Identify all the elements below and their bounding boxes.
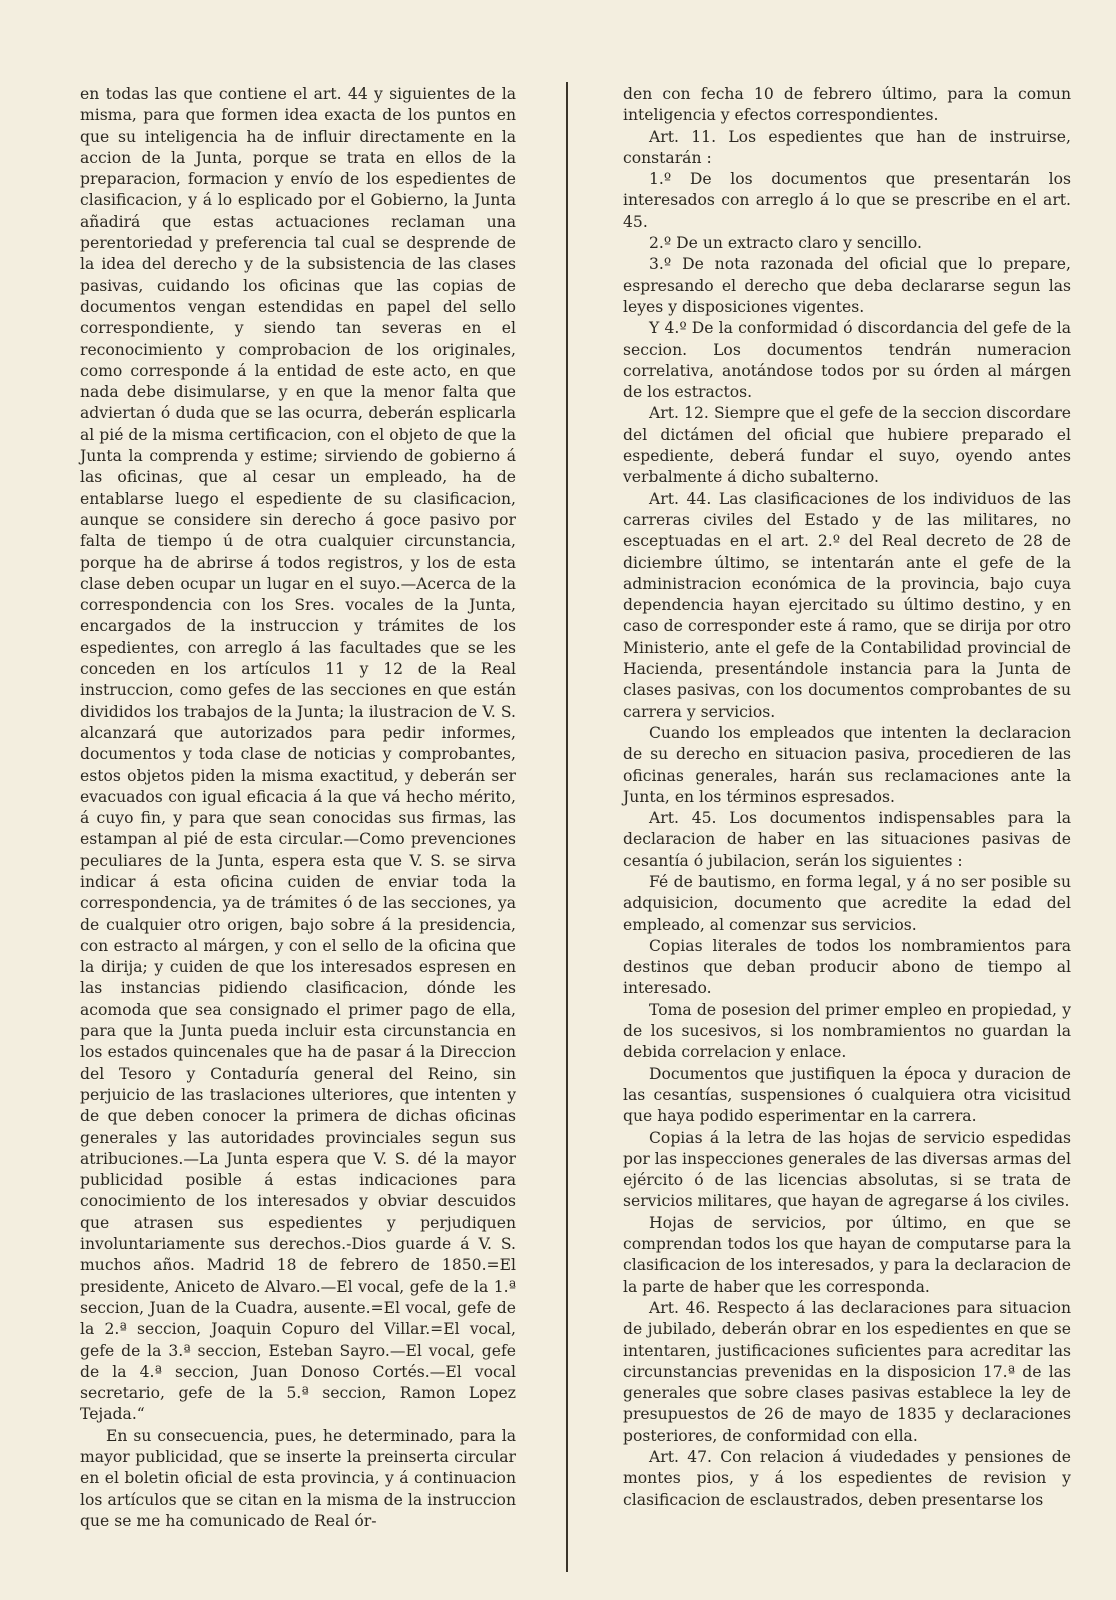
left-column — [80, 84, 516, 1532]
list-item: Y 4.º De la conformidad ó discordancia del gefe de la seccion. Los documentos tendrán numeracion correlativa, anotándose todos por su órden al márgen de los estractos. — [623, 319, 1071, 402]
list-item: Documentos que justifiquen la época y duracion de las cesantías, suspensiones ó cualquiera otra vicisitud que haya podido esperimentar en la carrera. — [623, 1064, 1071, 1126]
article-45: Art. 45. Los documentos indispensables para la declaracion de haber en las situaciones pasivas de cesantía ó jubilacion, serán los siguientes : — [623, 809, 1071, 870]
article-46: Art. 46. Respecto á las declaraciones para situacion de jubilado, deberán obrar en los espedientes en que se intentaren, justificaciones suficientes para acreditar las circunstancias prevenidas en la disposicion 17.ª de las generales que sobre clases pasivas establece la ley de presupuestos de 26 de mayo de 1835 y declaraciones posteriores, de conformidad con ella. — [623, 1298, 1071, 1445]
list-item: Fé de bautismo, en forma legal, y á no ser posible su adquisicion, documento que acredite la edad del empleado, al comenzar sus servicios. — [623, 872, 1071, 934]
column-divider — [566, 82, 568, 1572]
paragraph: en todas las que contiene el art. 44 y siguientes de la misma, para que formen idea exacta de los puntos en que su inteligencia ha de influir directamente en la accion de la Junta, porque se trata en ellos de la preparacion, formacion y envío de los espedientes de clasificacion, y á lo esplicado por el Gobierno, la Junta añadirá que estas actuaciones reclaman una perentoriedad y preferencia tal cual se desprende de la idea del derecho y de la subsistencia de las clases pasivas, cuidando los oficinas que las copias de documentos vengan estendidas en papel del sello correspondiente, y siendo tan severas en el reconocimiento y comprobacion de los originales, como corresponde á la entidad de este acto, en que nada debe disimularse, y en que la menor falta que adviertan ó duda que se las ocurra, deberán esplicarla al pié de la misma certificacion, con el objeto de que la Junta la comprenda y estime; sirviendo de gobierno á las oficinas, que al cesar un empleado, ha de entablarse luego el espediente de su clasificacion, aunque se considere sin derecho á goce pasivo por falta de tiempo ú de otra cualquier circunstancia, porque ha de abrirse á todos registros, y los de esta clase deben ocupar un lugar en el suyo.—Acerca de la correspondencia con los Sres. vocales de la Junta, encargados de la instruccion y trámites de los espedientes, con arreglo á las facultades que se les conceden en los artículos 11 y 12 de la Real instruccion, como gefes de las secciones en que están divididos los trabajos de la Junta; la ilustracion de V. S. alcanzará que autorizados para pedir informes, documentos y toda clase de noticias y comprobantes, estos objetos piden la misma exactitud, y deberán ser evacuados con igual eficacia á la que vá hecho mérito, á cuyo fin, y para que sean conocidas sus firmas, las estampan al pié de esta circular.—Como prevenciones peculiares de la Junta, espera esta que V. S. se sirva indicar á esta oficina cuiden de enviar toda la correspondencia, ya de trámites ó de las secciones, ya de cualquier otro origen, bajo sobre á la presidencia, con estracto al márgen, y con el sello de la oficina que la dirija; y cuiden de que los interesados espresen en las instancias pidiendo clasificacion, dónde les acomoda que sea consignado el primer pago de ella, para que la Junta pueda incluir esta circunstancia en los estados quincenales que ha de pasar á la Direccion del Tesoro y Contaduría general del Reino, sin perjuicio de las traslaciones ulteriores, que intenten y de que deben conocer la primera de dichas oficinas generales y las autoridades provinciales segun sus atribuciones.—La Junta espera que V. S. dé la mayor publicidad posible á estas indicaciones para conocimiento de los interesados y obviar descuidos que atrasen sus espedientes y perjudiquen involuntariamente sus derechos.-Dios guarde á V. S. muchos años. Madrid 18 de febrero de 1850.=El presidente, Aniceto de Alvaro.—El vocal, gefe de la 1.ª seccion, Juan de la Cuadra, ausente.=El vocal, gefe de la 2.ª seccion, Joaquin Copuro del Villar.=El vocal, gefe de la 3.ª seccion, Esteban Sayro.—El vocal, gefe de la 4.ª seccion, Juan Donoso Cortés.—El vocal secretario, gefe de la 5.ª seccion, Ramon Lopez Tejada.“ — [80, 85, 516, 1424]
list-item: 1.º De los documentos que presentarán los interesados con arreglo á lo que se prescribe en el art. 45. — [623, 170, 1071, 231]
right-column — [623, 84, 1071, 1511]
paragraph: Cuando los empleados que intenten la declaracion de su derecho en situacion pasiva, procedieren de las oficinas generales, harán sus reclamaciones ante la Junta, en los términos espresados. — [623, 723, 1071, 806]
list-item: Copias á la letra de las hojas de servicio espedidas por las inspecciones generales de las diversas armas del ejército ó de las licencias absolutas, si se trata de servicios militares, que hayan de agregarse á los civiles. — [623, 1128, 1071, 1211]
list-item: 2.º De un extracto claro y sencillo. — [649, 234, 922, 253]
list-item: Hojas de servicios, por último, en que se comprendan todos los que hayan de computarse para la clasificacion de los interesados, y para la declaracion de la parte de haber que les corresponda. — [623, 1213, 1071, 1296]
article-44: Art. 44. Las clasificaciones de los individuos de las carreras civiles del Estado y de las militares, no esceptuadas en el art. 2.º del Real decreto de 28 de diciembre último, se intentarán ante el gefe de la administracion económica de la provincia, bajo cuya dependencia hayan ejercitado su último destino, y en caso de corresponder este á ramo, que se dirija por otro Ministerio, ante el gefe de la Contabilidad provincial de Hacienda, presentándole instancia para la Junta de clases pasivas, con los documentos comprobantes de su carrera y servicios. — [623, 489, 1071, 721]
article-47: Art. 47. Con relacion á viudedades y pensiones de montes pios, y á los espedientes de revision y clasificacion de esclaustrados, deben presentarse los — [623, 1448, 1071, 1509]
list-item: Copias literales de todos los nombramientos para destinos que deban producir abono de tiempo al interesado. — [623, 936, 1071, 998]
paragraph: En su consecuencia, pues, he determinado, para la mayor publicidad, que se inserte la preinserta circular en el boletin oficial de esta provincia, y á continuacion los artículos que se citan en la misma de la instruccion que se me ha comunicado de Real ór- — [80, 1426, 516, 1530]
list-item: Toma de posesion del primer empleo en propiedad, y de los sucesivos, si los nombramientos no guardan la debida correlacion y enlace. — [623, 1000, 1071, 1062]
paragraph: den con fecha 10 de febrero último, para la comun inteligencia y efectos correspondientes. — [623, 85, 1071, 125]
article-11: Art. 11. Los espedientes que han de instruirse, constarán : — [623, 127, 1071, 167]
article-12: Art. 12. Siempre que el gefe de la seccion discordare del dictámen del oficial que hubiere preparado el espediente, deberá fundar el suyo, oyendo antes verbalmente á dicho subalterno. — [623, 404, 1071, 487]
list-item: 3.º De nota razonada del oficial que lo prepare, espresando el derecho que deba declararse segun las leyes y disposiciones vigentes. — [623, 255, 1071, 316]
